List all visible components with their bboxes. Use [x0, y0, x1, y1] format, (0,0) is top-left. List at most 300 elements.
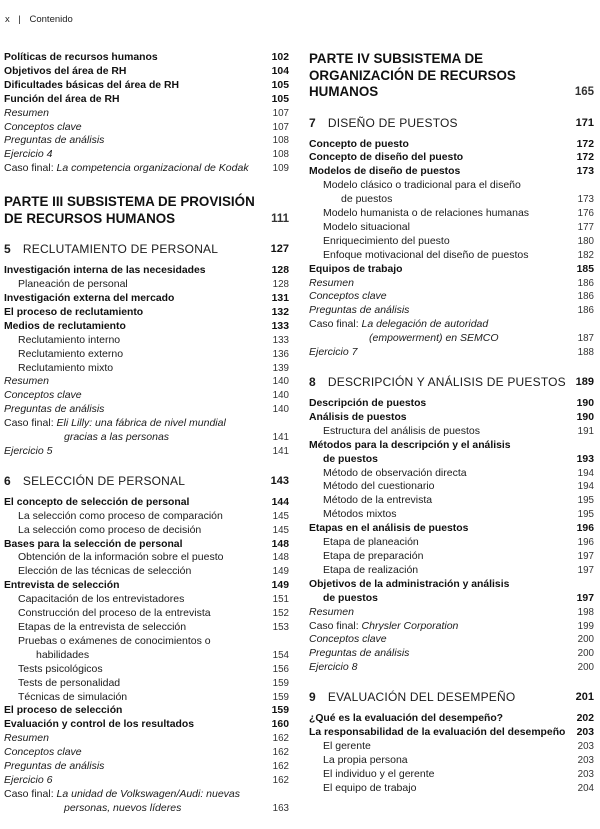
entry-title: El proceso de selección — [4, 705, 123, 717]
chapter-number: 6 — [4, 473, 11, 488]
section-entry — [4, 718, 289, 732]
entry-title: La responsabilidad de la evaluación del desempeño — [309, 727, 566, 739]
back-matter-entry — [4, 121, 289, 135]
entry-title: Modelo clásico o tradicional para el diseño — [323, 179, 521, 192]
entry-title: Equipos de trabajo — [309, 263, 403, 275]
page-number: 128 — [271, 265, 289, 277]
section-entry — [4, 306, 289, 320]
chapter-title-text: EVALUACIÓN DEL DESEMPEÑO — [327, 690, 516, 705]
chapter-heading — [309, 690, 594, 705]
page-number: 145 — [272, 510, 289, 522]
section-entry — [4, 579, 289, 593]
subsection-entry — [4, 334, 289, 348]
page-number: 186 — [577, 305, 594, 317]
chapter-title-text: DESCRIPCIÓN Y ANÁLISIS DE PUESTOS — [327, 375, 566, 389]
section-entry — [309, 578, 594, 592]
case-title: Eli Lilly: una fábrica de nivel mundial — [56, 417, 226, 430]
subsection-entry — [309, 782, 594, 796]
section-entry — [309, 522, 594, 536]
case-study-entry — [309, 318, 594, 332]
entry-title: Método del cuestionario — [323, 480, 435, 493]
entry-title: El proceso de reclutamiento — [4, 306, 144, 318]
subsection-entry — [309, 740, 594, 754]
entry-title: Etapa de preparación — [323, 549, 424, 562]
subsection-entry — [309, 550, 594, 564]
section-entry-continued — [309, 592, 594, 606]
back-matter-entry — [4, 774, 289, 788]
entry-title: Entrevista de selección — [4, 580, 120, 592]
section-entry — [4, 538, 289, 552]
entry-title: Conceptos clave — [4, 746, 82, 759]
entry-title: Planeación de personal — [18, 278, 128, 291]
entry-title: La selección como proceso de decisión — [18, 523, 202, 536]
page-number: 173 — [577, 194, 594, 206]
entry-title: Función del área de RH — [4, 93, 120, 105]
back-matter-entry — [4, 107, 289, 121]
entry-title: Reclutamiento externo — [18, 347, 124, 360]
entry-title — [309, 318, 568, 332]
section-entry — [4, 79, 289, 93]
page-number: 172 — [576, 138, 594, 150]
header-section-title: Contenido — [29, 14, 73, 25]
subsection-entry — [309, 179, 594, 193]
page-number: 104 — [271, 65, 289, 77]
entry-title: Dificultades básicas del área de RH — [4, 79, 179, 91]
entry-title: Ejercicio 6 — [4, 773, 53, 786]
chapter-title — [4, 474, 263, 489]
page-number: 162 — [272, 761, 289, 773]
entry-title: Construcción del proceso de la entrevista — [18, 607, 211, 620]
entry-title: Etapa de realización — [323, 563, 419, 576]
page-number: 105 — [271, 79, 289, 91]
back-matter-entry — [4, 732, 289, 746]
entry-title — [4, 162, 263, 176]
page-number: 144 — [271, 496, 289, 508]
back-matter-entry — [4, 375, 289, 389]
header-separator: | — [18, 14, 21, 25]
section-entry — [4, 320, 289, 334]
entry-title: Tests de personalidad — [18, 676, 121, 689]
subsection-entry — [309, 480, 594, 494]
section-entry — [4, 51, 289, 65]
subsection-entry — [4, 635, 289, 649]
page-number: 140 — [272, 376, 289, 388]
section-entry — [309, 263, 594, 277]
page-number: 195 — [577, 509, 594, 521]
page-number: 107 — [272, 107, 289, 119]
page-number: 196 — [576, 523, 594, 535]
part-heading — [4, 194, 289, 227]
entry-title: Investigación interna de las necesidades — [4, 265, 206, 277]
subsection-entry — [309, 536, 594, 550]
section-entry — [4, 292, 289, 306]
entry-title: Preguntas de análisis — [4, 403, 105, 416]
page-number: 203 — [577, 740, 594, 752]
subsection-entry — [4, 551, 289, 565]
case-title: La unidad de Volkswagen/Audi: nuevas — [56, 787, 241, 800]
page-number: 162 — [272, 733, 289, 745]
page-number-roman: x — [5, 14, 10, 25]
entry-title: Etapa de planeación — [323, 536, 419, 549]
page-number: 199 — [577, 620, 594, 632]
back-matter-entry — [4, 134, 289, 148]
chapter-number: 5 — [4, 242, 11, 257]
chapter-title — [309, 375, 574, 390]
entry-title: El equipo de trabajo — [323, 781, 417, 794]
page-number: 131 — [271, 292, 289, 304]
chapter-title — [4, 242, 263, 257]
section-entry — [4, 704, 289, 718]
back-matter-entry — [309, 606, 594, 620]
back-matter-entry — [309, 633, 594, 647]
back-matter-entry — [309, 346, 594, 360]
page-number: 173 — [576, 166, 594, 178]
entry-title: Concepto de puesto — [309, 138, 409, 150]
entry-title: El concepto de selección de personal — [4, 496, 190, 508]
page-number: 172 — [576, 152, 594, 164]
subsection-entry — [309, 207, 594, 221]
part-title: PARTE III SUBSISTEMA DE PROVISIÓN DE RECURSOS HUMANOS — [4, 194, 255, 226]
page-number: 136 — [272, 348, 289, 360]
page-number: 201 — [575, 691, 594, 704]
page-number: 156 — [272, 663, 289, 675]
entry-title: Preguntas de análisis — [309, 304, 410, 317]
entry-title: Técnicas de simulación — [18, 690, 128, 703]
page-number: 160 — [271, 719, 289, 731]
page-number: 171 — [575, 116, 594, 129]
part-heading — [309, 51, 594, 101]
entry-title: Bases para la selección de personal — [4, 538, 183, 550]
entry-title: Conceptos clave — [4, 389, 82, 402]
page-number: 193 — [576, 453, 594, 465]
entry-title: Resumen — [309, 605, 354, 618]
case-label: Caso final: — [4, 417, 54, 430]
subsection-entry — [4, 524, 289, 538]
page-number: 204 — [577, 782, 594, 794]
page-number: 108 — [272, 135, 289, 147]
page-number: 180 — [577, 235, 594, 247]
page-number: 127 — [270, 243, 289, 256]
entry-title: de puestos — [323, 592, 378, 604]
chapter-heading — [309, 116, 594, 131]
entry-title: habilidades — [36, 648, 90, 661]
entry-title: gracias a las personas — [64, 431, 170, 444]
entry-title: La propia persona — [323, 753, 408, 766]
page-number: 186 — [577, 291, 594, 303]
subsection-entry — [309, 425, 594, 439]
entry-title: Evaluación y control de los resultados — [4, 719, 194, 731]
page-number: 190 — [576, 398, 594, 409]
case-study-entry — [4, 162, 289, 176]
entry-title: Resumen — [4, 732, 49, 745]
page-number: 105 — [271, 93, 289, 105]
back-matter-entry — [4, 148, 289, 162]
entry-title: Métodos para la descripción y el análisis — [309, 439, 511, 451]
subsection-entry — [309, 768, 594, 782]
entry-title: Concepto de diseño del puesto — [309, 152, 464, 164]
case-study-continued — [4, 802, 289, 816]
subsection-entry-continued — [309, 193, 594, 207]
entry-title: El individuo y el gerente — [323, 767, 435, 780]
page-number: 107 — [272, 121, 289, 133]
page-number: 162 — [272, 774, 289, 786]
page-number: 163 — [272, 802, 289, 814]
page-number: 203 — [577, 768, 594, 780]
entry-title: Investigación externa del mercado — [4, 292, 175, 304]
subsection-entry — [4, 565, 289, 579]
page-number: 132 — [271, 306, 289, 318]
case-study-continued — [4, 431, 289, 445]
subsection-entry — [4, 607, 289, 621]
chapter-title — [309, 116, 568, 131]
entry-title: Preguntas de análisis — [4, 760, 105, 773]
entry-title: Conceptos clave — [309, 290, 387, 303]
section-entry — [309, 397, 594, 411]
entry-title: Análisis de puestos — [309, 411, 407, 423]
page-number: 162 — [272, 747, 289, 759]
section-entry — [309, 726, 594, 740]
entry-title: Enriquecimiento del puesto — [323, 234, 450, 247]
chapter-title — [309, 690, 568, 705]
page-number: 153 — [272, 622, 289, 633]
entry-title: Etapas de la entrevista de selección — [18, 621, 187, 633]
entry-title — [309, 620, 568, 634]
subsection-entry — [309, 221, 594, 235]
page-number: 165 — [574, 86, 594, 98]
subsection-entry — [309, 508, 594, 522]
chapter-title-text: SELECCIÓN DE PERSONAL — [22, 473, 186, 488]
chapter-title-text: RECLUTAMIENTO DE PERSONAL — [22, 242, 219, 257]
section-entry — [309, 151, 594, 165]
chapter-heading — [309, 375, 594, 390]
page-number: 148 — [272, 552, 289, 564]
subsection-entry — [4, 278, 289, 292]
back-matter-entry — [309, 290, 594, 304]
entry-title: Ejercicio 8 — [309, 661, 358, 674]
page-number: 133 — [272, 334, 289, 346]
entry-title: Resumen — [4, 106, 49, 119]
entry-title: Estructura del análisis de puestos — [323, 424, 481, 437]
back-matter-entry — [4, 403, 289, 417]
entry-title: Métodos mixtos — [323, 508, 397, 521]
entry-title: Modelos de diseño de puestos — [309, 166, 461, 178]
subsection-entry — [4, 621, 289, 635]
entry-title: Pruebas o exámenes de conocimientos o — [18, 634, 211, 647]
page-number: 197 — [577, 550, 594, 562]
entry-title: Ejercicio 7 — [309, 346, 358, 359]
page-number: 203 — [576, 727, 594, 739]
entry-title — [4, 788, 263, 802]
case-study-entry — [309, 620, 594, 634]
page-number: 140 — [272, 404, 289, 416]
page-number: 202 — [576, 713, 594, 725]
page-number: 203 — [577, 754, 594, 766]
page-number: 198 — [577, 606, 594, 618]
entry-title: de puestos — [323, 453, 378, 465]
subsection-entry — [309, 249, 594, 263]
case-label: Caso final: — [4, 162, 54, 175]
entry-title: Reclutamiento interno — [18, 333, 121, 346]
entry-title: Enfoque motivacional del diseño de puestos — [323, 248, 529, 261]
case-title: La delegación de autoridad — [361, 318, 489, 331]
entry-title: La selección como proceso de comparación — [18, 509, 223, 522]
back-matter-entry — [4, 760, 289, 774]
section-entry — [4, 65, 289, 79]
entry-title: de puestos — [341, 193, 393, 206]
section-entry — [309, 165, 594, 179]
page-number: 154 — [272, 649, 289, 661]
back-matter-entry — [309, 304, 594, 318]
page-number: 133 — [271, 320, 289, 332]
page-number: 200 — [577, 662, 594, 674]
page-number: 109 — [272, 163, 289, 175]
case-label: Caso final: — [309, 318, 359, 331]
entry-title: Políticas de recursos humanos — [4, 52, 158, 63]
page-number: 128 — [272, 279, 289, 291]
page-number: 194 — [577, 481, 594, 493]
entry-title: Ejercicio 5 — [4, 444, 53, 457]
subsection-entry — [4, 663, 289, 677]
chapter-heading — [4, 242, 289, 257]
entry-title: Modelo situacional — [323, 220, 410, 233]
subsection-entry — [4, 593, 289, 607]
page-number: 200 — [577, 634, 594, 646]
page-number: 196 — [577, 537, 594, 549]
page-number: 177 — [577, 221, 594, 233]
case-study-continued — [309, 332, 594, 346]
toc-left-column — [4, 51, 289, 816]
page-number: 148 — [271, 538, 289, 550]
page-number: 200 — [577, 648, 594, 660]
case-title: Chrysler Corporation — [361, 619, 459, 632]
chapter-heading — [4, 474, 289, 489]
entry-title: Elección de las técnicas de selección — [18, 565, 192, 578]
back-matter-entry — [4, 445, 289, 459]
entry-title: Descripción de puestos — [309, 398, 427, 409]
page-number: 141 — [272, 432, 289, 444]
entry-title: El gerente — [323, 739, 371, 752]
subsection-entry — [4, 348, 289, 362]
entry-title: Conceptos clave — [4, 120, 82, 133]
chapter-number: 7 — [309, 115, 316, 130]
case-title: La competencia organizacional de Kodak — [56, 162, 249, 175]
entry-title: Medios de reclutamiento — [4, 320, 126, 332]
page-number: 190 — [576, 411, 594, 423]
toc-right-column — [309, 51, 594, 796]
section-entry — [309, 712, 594, 726]
page-number: 141 — [272, 445, 289, 457]
running-header — [5, 14, 73, 25]
entry-title: Ejercicio 4 — [4, 148, 53, 161]
subsection-entry — [4, 510, 289, 524]
entry-title: Etapas en el análisis de puestos — [309, 523, 469, 535]
back-matter-entry — [309, 647, 594, 661]
section-entry — [4, 496, 289, 510]
page-number: 108 — [272, 149, 289, 161]
subsection-entry — [309, 467, 594, 481]
entry-title: personas, nuevos líderes — [64, 801, 182, 814]
page-number: 189 — [575, 376, 594, 388]
case-label: Caso final: — [4, 787, 54, 800]
case-study-entry — [4, 788, 289, 802]
chapter-title-text: DISEÑO DE PUESTOS — [327, 115, 458, 130]
page-number: 197 — [576, 592, 594, 604]
section-entry — [309, 439, 594, 453]
section-entry — [309, 411, 594, 425]
subsection-entry — [4, 691, 289, 705]
page-number: 143 — [270, 474, 289, 487]
page-number: 185 — [576, 263, 594, 275]
entry-title: Resumen — [309, 276, 354, 289]
page-number: 140 — [272, 390, 289, 402]
subsection-entry — [309, 494, 594, 508]
section-entry — [4, 93, 289, 107]
page-number: 149 — [272, 566, 289, 578]
entry-title: Objetivos de la administración y análisis — [309, 578, 510, 590]
subsection-entry — [309, 235, 594, 249]
entry-title: (empowerment) en SEMCO — [369, 332, 499, 345]
page-number: 159 — [271, 705, 289, 717]
page-number: 176 — [577, 208, 594, 220]
entry-title: Preguntas de análisis — [4, 134, 105, 147]
page-number: 194 — [577, 467, 594, 479]
subsection-entry — [309, 564, 594, 578]
chapter-number: 8 — [309, 375, 316, 389]
chapter-number: 9 — [309, 690, 316, 705]
entry-title: Resumen — [4, 375, 49, 388]
section-entry — [4, 264, 289, 278]
entry-title: ¿Qué es la evaluación del desempeño? — [309, 713, 504, 725]
entry-title: Objetivos del área de RH — [4, 65, 127, 77]
page-number: 149 — [271, 580, 289, 592]
section-entry — [309, 138, 594, 152]
subsection-entry — [4, 677, 289, 691]
page-number: 152 — [272, 608, 289, 620]
subsection-entry-continued — [4, 649, 289, 663]
entry-title: Reclutamiento mixto — [18, 361, 114, 374]
entry-title — [4, 417, 263, 431]
page-number: 159 — [272, 677, 289, 689]
page-number: 188 — [577, 347, 594, 359]
page-number: 186 — [577, 277, 594, 289]
case-study-entry — [4, 417, 289, 431]
back-matter-entry — [4, 746, 289, 760]
page-number: 197 — [577, 564, 594, 576]
page-number: 182 — [577, 249, 594, 261]
entry-title: Método de la entrevista — [323, 494, 433, 507]
entry-title: Preguntas de análisis — [309, 647, 410, 660]
case-label: Caso final: — [309, 619, 359, 632]
back-matter-entry — [4, 389, 289, 403]
page-number: 151 — [272, 594, 289, 606]
part-title: PARTE IV SUBSISTEMA DE ORGANIZACIÓN DE RECURSOS HUMANOS — [309, 51, 516, 99]
page-number: 159 — [272, 691, 289, 703]
entry-title: Tests psicológicos — [18, 662, 103, 675]
back-matter-entry — [309, 277, 594, 291]
back-matter-entry — [309, 661, 594, 675]
page-number: 187 — [577, 333, 594, 345]
page-number: 111 — [271, 212, 289, 225]
page-number: 102 — [271, 52, 289, 63]
entry-title: Obtención de la información sobre el puesto — [18, 551, 224, 564]
section-entry-continued — [309, 453, 594, 467]
page-number: 139 — [272, 362, 289, 374]
subsection-entry — [4, 362, 289, 376]
entry-title: Capacitación de los entrevistadores — [18, 593, 185, 606]
entry-title: Método de observación directa — [323, 466, 467, 479]
page-number: 191 — [577, 425, 594, 437]
entry-title: Modelo humanista o de relaciones humanas — [323, 207, 530, 220]
